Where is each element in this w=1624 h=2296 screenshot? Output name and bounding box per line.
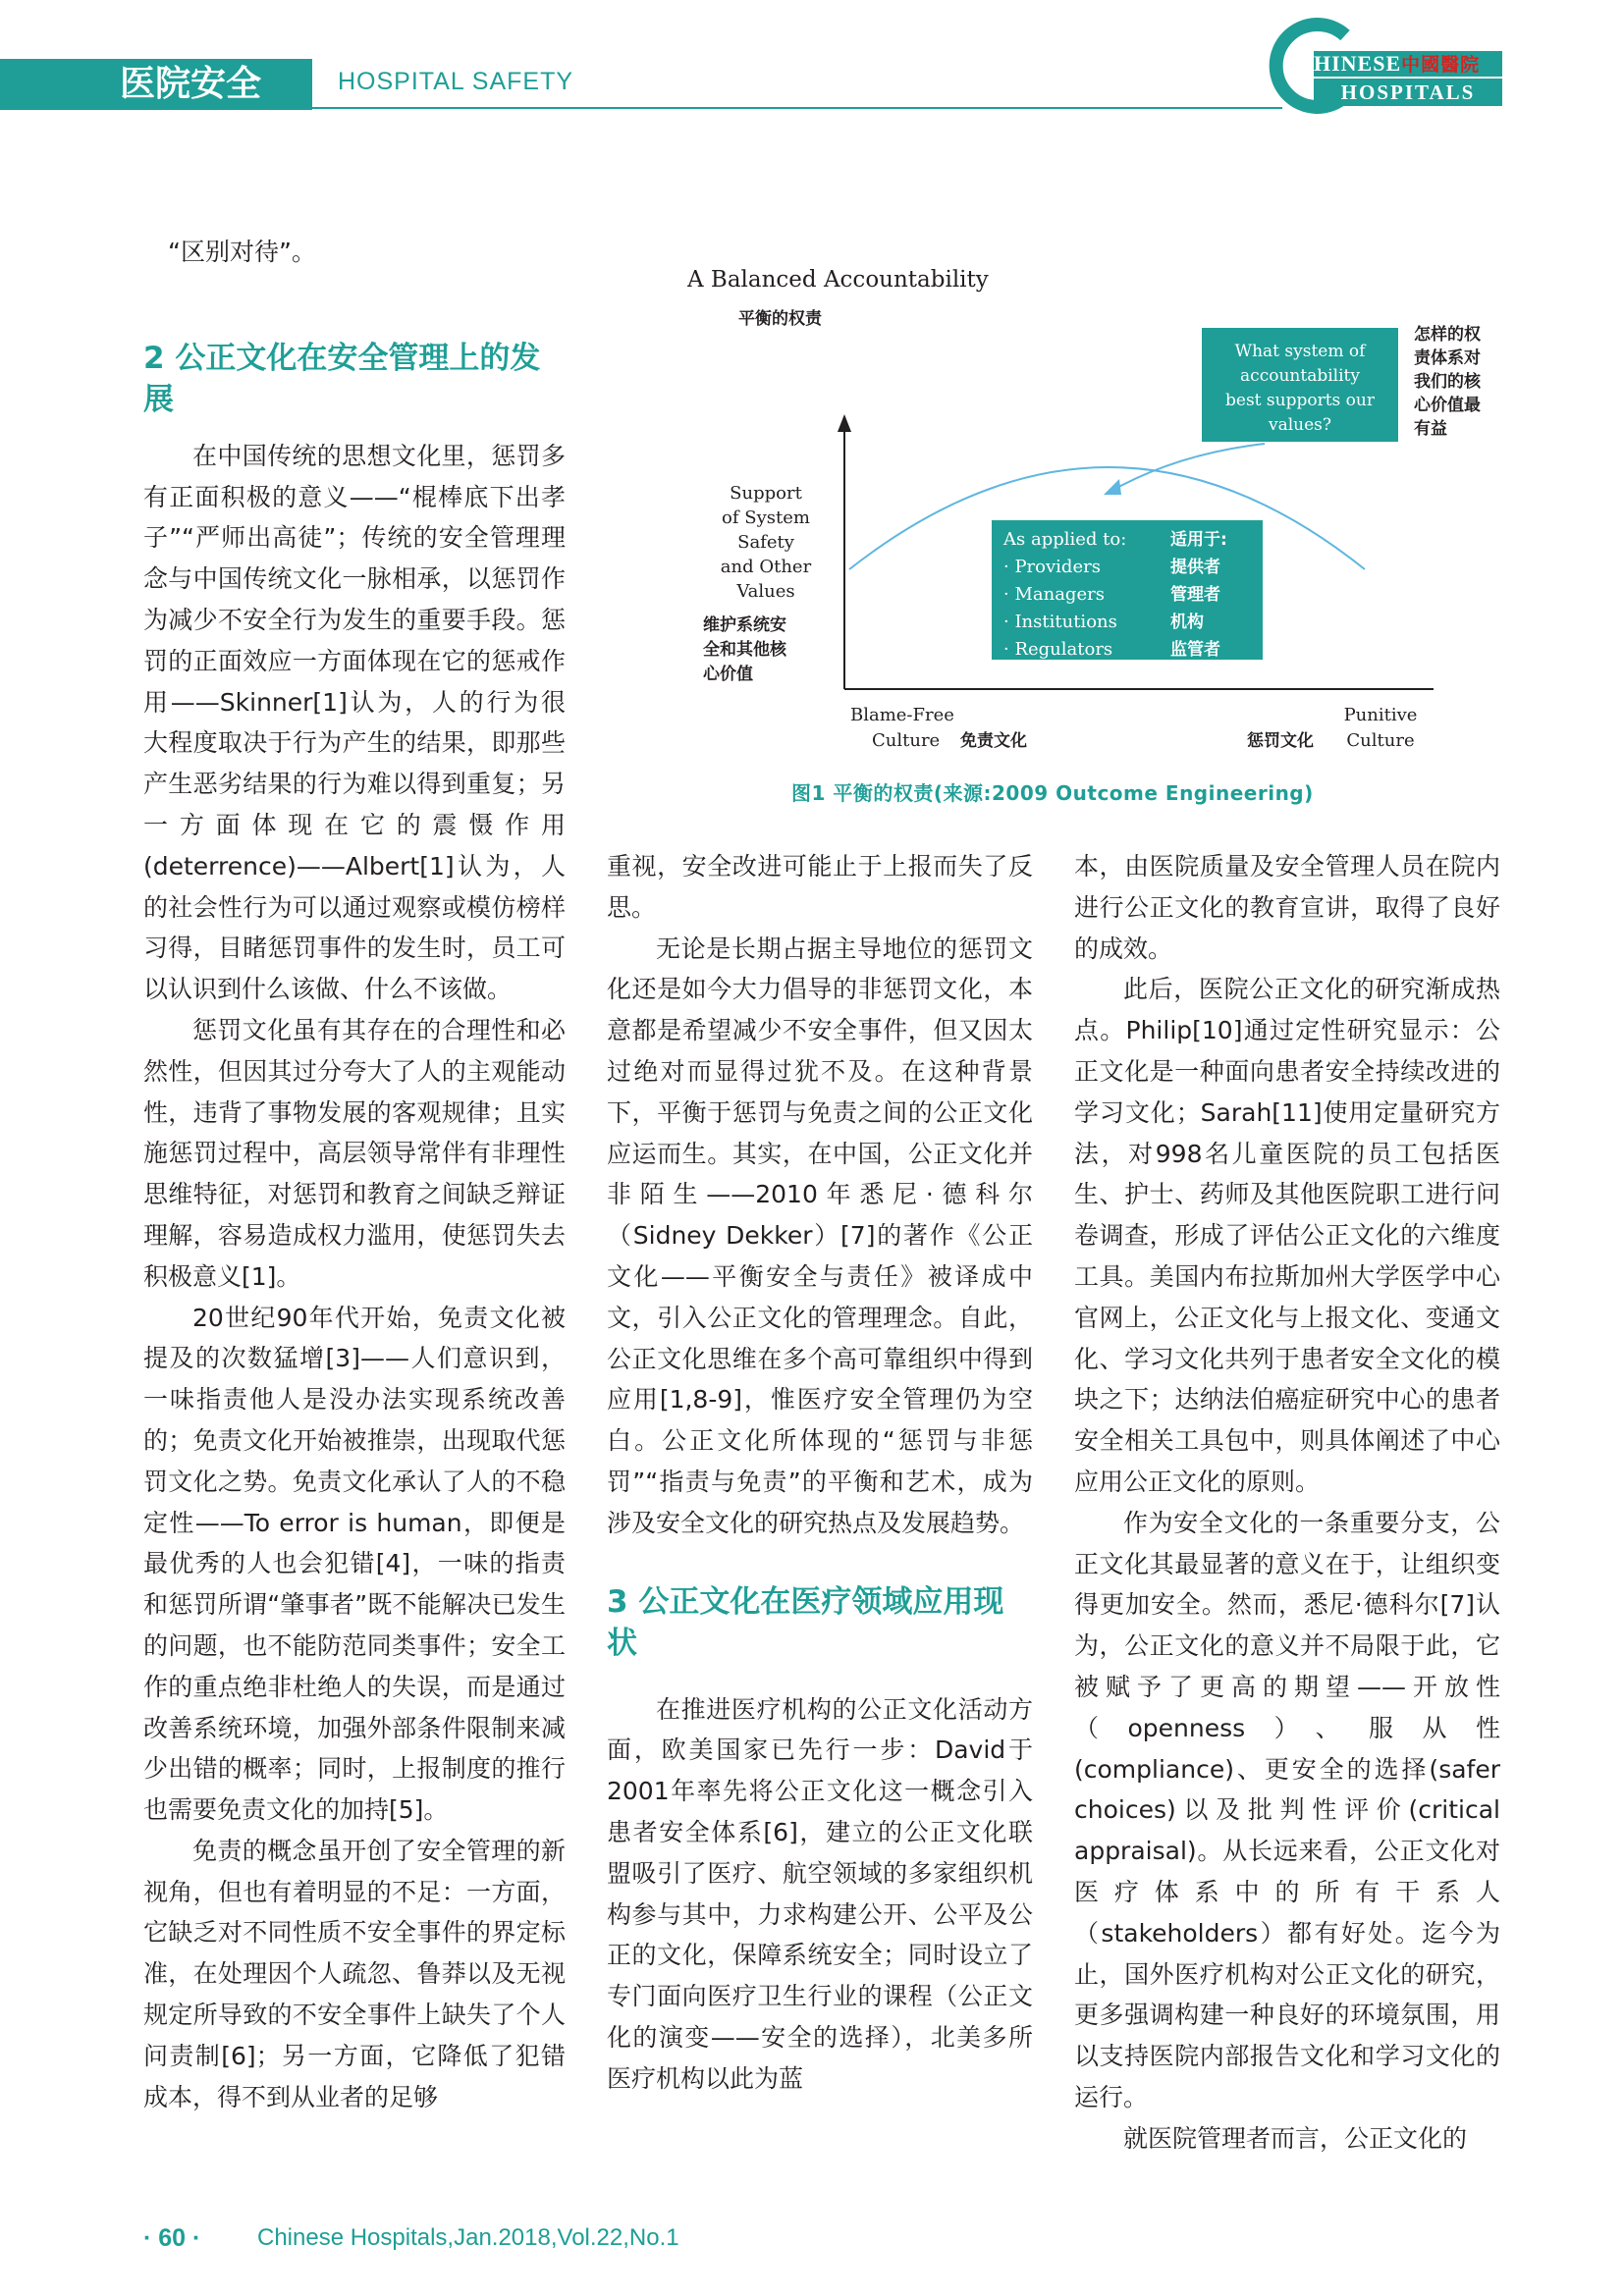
question-line: values?	[1268, 415, 1332, 435]
right-end-cn: 惩罚文化	[1247, 731, 1314, 751]
question-cn-line: 心价值最	[1414, 396, 1481, 415]
right-end-line: Culture	[1346, 730, 1415, 751]
figure-caption: 图1 平衡的权责(来源:2009 Outcome Engineering)	[791, 781, 1314, 805]
y-label	[721, 483, 812, 602]
left-end-label	[850, 705, 954, 751]
applied-cn-line: 机构	[1170, 613, 1204, 632]
y-label-line: and Other	[720, 557, 812, 577]
right-end-label	[1344, 705, 1418, 751]
section-heading-3: 3 公正文化在医疗领域应用现状	[607, 1583, 1004, 1661]
paragraph: 惩罚文化虽有其存在的合理性和必然性，但因其过分夸大了人的主观能动性，违背了事物发展的客观规律；且实施惩罚过程中，高层领导常伴有非理性思维特征，对惩罚和教育之间缺乏辩证理解，容易造成权力滥用，使惩罚失去积极意义[1]。	[143, 1015, 566, 1291]
paragraph: 在推进医疗机构的公正文化活动方面，欧美国家已先行一步：David于2001年率先将公正文化这一概念引入患者安全体系[6]，建立的公正文化联盟吸引了医疗、航空领域的多家组织机构参与其中，力求构建公开、公平及公正的文化，保障系统安全；同时设立了专门面向医疗卫生行业的课程（公正文化的演变——安全的选择），北美多所医疗机构以此为蓝	[607, 1694, 1033, 2093]
journal-logo-bottom: HOSPITALS	[1314, 79, 1502, 106]
question-cn	[1414, 324, 1482, 439]
page-number: · 60 ·	[143, 2224, 201, 2252]
left-end-cn: 免责文化	[960, 731, 1027, 751]
question-line: What system of	[1234, 342, 1366, 361]
applied-line: · Institutions	[1003, 612, 1117, 632]
column-3	[1074, 846, 1500, 2160]
y-label-line: of System	[722, 507, 810, 528]
y-label-cn	[703, 614, 787, 684]
column-2	[607, 846, 1033, 2100]
applied-line: · Providers	[1003, 557, 1101, 577]
left-end-line: Culture	[872, 730, 941, 751]
paragraph: 本，由医院质量及安全管理人员在院内进行公正文化的教育宣讲，取得了良好的成效。	[1074, 852, 1500, 963]
header-rule	[312, 107, 1282, 109]
question-cn-line: 怎样的权	[1414, 325, 1481, 345]
figure-title-cn: 平衡的权责	[738, 309, 822, 329]
y-axis-arrow	[838, 414, 851, 432]
paragraph: 免责的概念虽开创了安全管理的新视角，但也有着明显的不足：一方面，它缺乏对不同性质不安全事件的界定标准，在处理因个人疏忽、鲁莽以及无视规定所导致的不安全事件上缺失了个人问责制[6]；另一方面，它降低了犯错成本，得不到从业者的足够	[143, 1836, 566, 2111]
paragraph: 作为安全文化的一条重要分支，公正文化其最显著的意义在于，让组织变得更加安全。然而，悉尼·德科尔[7]认为，公正文化的意义并不局限于此，它被赋予了更高的期望——开放性（openness）、服从性(compliance)、更安全的选择(safer choices)以及批判性评价(critical appraisal)。从长远来看，公正文化对医疗体系中的所有干系人（stakeholders）都有好处。迄今为止，国外医疗机构对公正文化的研究，更多强调构建一种良好的环境氛围，用以支持医院内部报告文化和学习文化的运行。	[1074, 1508, 1500, 2111]
paragraph: 重视，安全改进可能止于上报而失了反思。	[607, 852, 1033, 922]
question-cn-line: 有益	[1414, 419, 1447, 439]
applied-cn	[1170, 529, 1227, 660]
paragraph: 此后，医院公正文化的研究渐成热点。Philip[10]通过定性研究显示：公正文化是一种面向患者安全持续改进的学习文化；Sarah[11]使用定量研究方法，对998名儿童医院的员工包括医生、护士、药师及其他医院职工进行问卷调查，形成了评估公正文化的六维度工具。美国内布拉斯加州大学医学中心官网上，公正文化与上报文化、变通文化、学习文化共列于患者安全文化的模块之下；达纳法伯癌症研究中心的患者安全相关工具包中，则具体阐述了中心应用公正文化的原则。	[1074, 975, 1500, 1496]
y-label-line: Values	[736, 581, 795, 602]
y-label-cn-line: 全和其他核	[703, 640, 786, 660]
right-end-line: Punitive	[1343, 705, 1418, 725]
applied-cn-line: 适用于:	[1170, 530, 1227, 550]
y-label-line: Support	[730, 483, 802, 504]
y-label-cn-line: 心价值	[703, 665, 753, 684]
question-line: best supports our	[1225, 391, 1375, 410]
paragraph: 在中国传统的思想文化里，惩罚多有正面积极的意义——“棍棒底下出孝子”“严师出高徒”；传统的安全管理理念与中国传统文化一脉相承，以惩罚作为减少不安全行为发生的重要手段。惩罚的正面效应一方面体现在它的惩戒作用——Skinner[1]认为，人的行为很大程度取决于行为产生的结果，即那些产生恶劣结果的行为难以得到重复；另一方面体现在它的震慑作用(deterrence)——Albert[1]认为，人的社会性行为可以通过观察或模仿榜样习得，目睹惩罚事件的发生时，员工可以认识到什么该做、什么不该做。	[143, 441, 566, 1004]
paragraph: 就医院管理者而言，公正文化的	[1123, 2123, 1468, 2153]
section-heading-2: 2 公正文化在安全管理上的发展	[143, 340, 541, 417]
figure-title: A Balanced Accountability	[687, 267, 989, 293]
y-label-line: Safety	[737, 532, 794, 553]
journal-logo-top	[1314, 51, 1502, 77]
paragraph: 20世纪90年代开始，免责文化被提及的次数猛增[3]——人们意识到，一味指责他人是没办法实现系统改善的；免责文化开始被推崇，出现取代惩罚文化之势。免责文化承认了人的不稳定性——To error is human，即便是最优秀的人也会犯错[4]，一味的指责和惩罚所谓“肇事者”既不能解决已发生的问题，也不能防范同类事件；安全工作的重点绝非杜绝人的失误，而是通过改善系统环境，加强外部条件限制来减少出错的概率；同时，上报制度的推行也需要免责文化的加持[5]。	[143, 1303, 566, 1825]
applied-cn-line: 管理者	[1170, 585, 1220, 605]
applied-cn-line: 提供者	[1170, 558, 1220, 577]
pointer-arrow	[1111, 444, 1265, 491]
question-cn-line: 责体系对	[1414, 348, 1481, 368]
journal-citation: Chinese Hospitals,Jan.2018,Vol.22,No.1	[257, 2224, 679, 2251]
paragraph: 无论是长期占据主导地位的惩罚文化还是如今大力倡导的非惩罚文化，本意都是希望减少不安全事件，但又因太过绝对而显得过犹不及。在这种背景下，平衡于惩罚与免责之间的公正文化应运而生。其实，在中国，公正文化并非陌生——2010年悉尼·德科尔（Sidney Dekker）[7]的著作《公正文化——平衡安全与责任》被译成中文，引入公正文化的管理理念。自此，公正文化思维在多个高可靠组织中得到应用[1,8-9]，惟医疗安全管理仍为空白。公正文化所体现的“惩罚与非惩罚”“指责与免责”的平衡和艺术，成为涉及安全文化的研究热点及发展趋势。	[607, 934, 1033, 1537]
balanced-accountability-figure	[687, 257, 1512, 787]
section-title-cn: 医院安全	[120, 64, 262, 104]
paragraph: “区别对待”。	[168, 238, 316, 266]
applied-line: · Regulators	[1003, 639, 1113, 660]
logo-top-text: HINESE	[1314, 51, 1402, 76]
y-label-cn-line: 维护系统安	[703, 615, 786, 635]
question-cn-line: 我们的核	[1414, 372, 1481, 392]
applied-line: As applied to:	[1003, 529, 1127, 550]
section-title-en: HOSPITAL SAFETY	[338, 68, 574, 95]
left-end-line: Blame-Free	[850, 705, 954, 725]
applied-cn-line: 监管者	[1170, 640, 1220, 660]
column-1	[143, 232, 566, 2117]
applied-line: · Managers	[1003, 584, 1105, 605]
logo-top-cn: 中國醫院	[1401, 54, 1481, 76]
pointer-arrow-head	[1104, 479, 1121, 495]
question-line: accountability	[1240, 366, 1360, 386]
